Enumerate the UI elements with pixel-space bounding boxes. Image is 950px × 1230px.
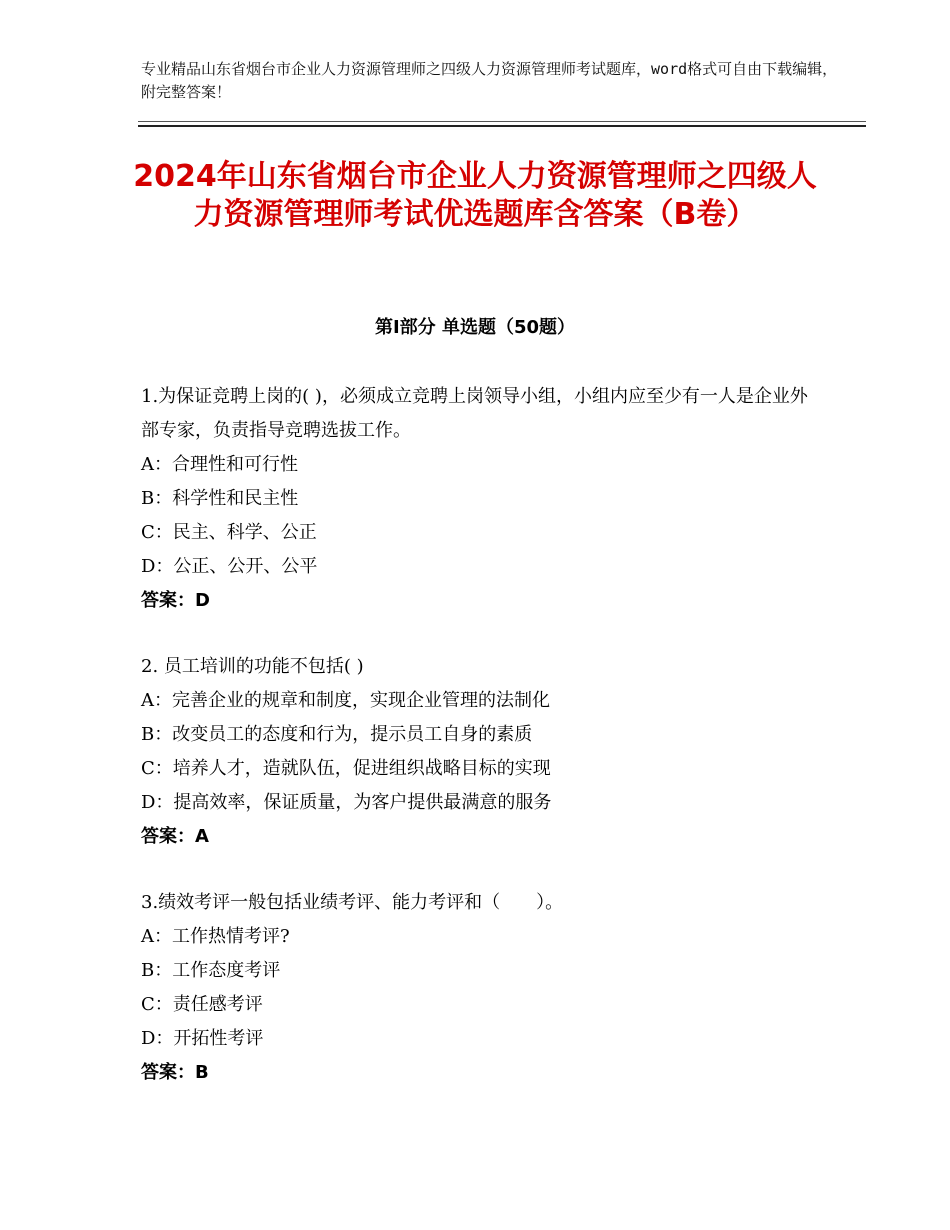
option-a: A：工作热情考评? — [141, 926, 290, 947]
question-1 — [141, 380, 821, 618]
question-stem: 2. 员工培训的功能不包括( ) — [141, 656, 364, 677]
option-a: A：合理性和可行性 — [141, 454, 298, 475]
question-list — [141, 380, 821, 1122]
section-title: 第Ⅰ部分 单选题（50题） — [374, 317, 575, 338]
option-b: B：改变员工的态度和行为，提示员工自身的素质 — [141, 724, 533, 745]
document-title: 2024年山东省烟台市企业人力资源管理师之四级人力资源管理师考试优选题库含答案（B卷） — [133, 159, 817, 232]
question-2 — [141, 650, 821, 854]
option-b: B：工作态度考评 — [141, 960, 281, 981]
question-stem: 3.绩效考评一般包括业绩考评、能力考评和（ ）。 — [141, 892, 564, 913]
answer: 答案：B — [141, 1062, 209, 1083]
option-d: D：公正、公开、公平 — [141, 556, 318, 577]
option-b: B：科学性和民主性 — [141, 488, 299, 509]
option-c: C：培养人才，造就队伍，促进组织战略目标的实现 — [141, 758, 551, 779]
option-d: D：开拓性考评 — [141, 1028, 264, 1049]
option-d: D：提高效率，保证质量，为客户提供最满意的服务 — [141, 792, 552, 813]
question-3 — [141, 886, 821, 1090]
answer: 答案：D — [141, 590, 210, 611]
option-a: A：完善企业的规章和制度，实现企业管理的法制化 — [141, 690, 550, 711]
header-divider — [138, 121, 866, 127]
option-c: C：责任感考评 — [141, 994, 263, 1015]
answer: 答案：A — [141, 826, 209, 847]
question-stem: 1.为保证竞聘上岗的( )，必须成立竞聘上岗领导小组，小组内应至少有一人是企业外部专家，负责指导竞聘选拔工作。 — [141, 386, 808, 441]
option-c: C：民主、科学、公正 — [141, 522, 317, 543]
header-note: 专业精品山东省烟台市企业人力资源管理师之四级人力资源管理师考试题库，word格式可自由下载编辑，附完整答案！ — [141, 60, 838, 101]
